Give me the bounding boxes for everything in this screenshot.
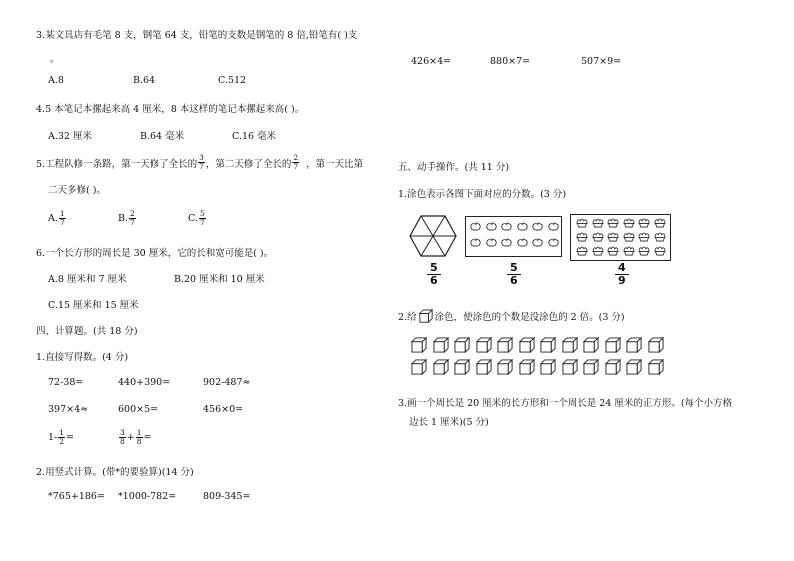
cube-icon[interactable] — [411, 359, 427, 375]
denominator: 8 — [136, 437, 142, 446]
section-4-heading: 四、计算题。(共 18 分) — [36, 326, 138, 337]
option-label: B. — [118, 213, 129, 224]
vertical-calc-item: 880×7= — [490, 56, 531, 67]
calc-item: 440+390= — [118, 377, 171, 388]
fraction — [119, 429, 126, 446]
question-5-part1: 5.工程队修一条路，第一天修了全长的 — [36, 158, 198, 170]
question-5-option-a — [48, 210, 67, 227]
cake-icon[interactable] — [607, 232, 619, 242]
numerator: 3 — [199, 153, 204, 162]
calc-text: 1- — [48, 432, 58, 443]
calc-item: 397×4≈ — [48, 404, 89, 415]
fraction — [198, 154, 205, 171]
apple-icon[interactable] — [532, 238, 543, 247]
calc-item: 72-38= — [48, 377, 84, 388]
numerator: 5 — [199, 209, 205, 218]
denominator: 7 — [293, 162, 299, 171]
numerator: 1 — [59, 428, 65, 437]
denominator: 7 — [199, 162, 204, 171]
cube-icon[interactable] — [454, 337, 470, 353]
calc-item: 600×5= — [118, 404, 159, 415]
denominator: 8 — [120, 437, 125, 446]
numerator: 1 — [59, 209, 65, 218]
fraction — [58, 429, 65, 446]
fraction — [129, 210, 136, 227]
question-3-continuation: 。 — [50, 54, 60, 65]
section-5-question-1: 1.涂色表示各图下面对应的分数。(3 分) — [398, 189, 567, 200]
cube-icon[interactable] — [562, 337, 578, 353]
cake-icon[interactable] — [654, 232, 666, 242]
section-5-question-2 — [398, 309, 625, 323]
cube-icon[interactable] — [454, 359, 470, 375]
calc-item-fraction-1 — [48, 429, 74, 446]
question-6-option-a: A.8 厘米和 7 厘米 — [48, 274, 127, 285]
apple-icon[interactable] — [486, 238, 497, 247]
question-3-text: 3.某文具店有毛笔 8 支，钢笔 64 支，铅笔的支数是钢笔的 8 倍,铅笔有( )支 — [36, 30, 358, 41]
cube-icon — [419, 309, 433, 323]
cube-icon[interactable] — [519, 359, 535, 375]
apple-icon[interactable] — [470, 238, 481, 247]
apple-icon[interactable] — [548, 238, 559, 247]
option-label: A. — [48, 213, 58, 224]
cube-icon[interactable] — [497, 359, 513, 375]
denominator: 9 — [618, 274, 626, 287]
denominator: 7 — [59, 218, 65, 227]
fraction — [292, 154, 299, 171]
figure-fraction-1 — [427, 262, 441, 287]
cake-icon[interactable] — [638, 218, 650, 228]
cube-icon[interactable] — [648, 337, 664, 353]
cube-icon[interactable] — [605, 337, 621, 353]
calc-text: = — [66, 432, 75, 443]
option-label: C. — [188, 213, 198, 224]
numerator: 5 — [507, 262, 521, 275]
cake-icon[interactable] — [576, 232, 588, 242]
cake-icon[interactable] — [623, 232, 635, 242]
vertical-calc-item: 426×4= — [411, 56, 452, 67]
denominator: 2 — [59, 437, 65, 446]
numerator: 3 — [120, 428, 125, 437]
figure-fraction-2 — [507, 262, 521, 287]
cube-icon[interactable] — [583, 337, 599, 353]
question-4-option-b: B.64 毫米 — [140, 131, 185, 142]
cake-icon[interactable] — [607, 218, 619, 228]
question-4-option-a: A.32 厘米 — [48, 131, 92, 142]
cake-icon[interactable] — [623, 218, 635, 228]
calc-item-fraction-2 — [118, 429, 152, 446]
question-4-text: 4.5 本笔记本摞起来高 4 厘米，8 本这样的笔记本摞起来高( )。 — [36, 104, 305, 115]
cake-icon[interactable] — [576, 218, 588, 228]
question-5-line2: 二天多修( )。 — [48, 185, 106, 196]
apple-icon[interactable] — [517, 238, 528, 247]
question-3-option-c: C.512 — [218, 75, 247, 86]
fraction — [59, 210, 66, 227]
denominator: 7 — [199, 218, 205, 227]
cube-icon[interactable] — [583, 359, 599, 375]
cube-icon[interactable] — [540, 359, 556, 375]
question-text: 2.给 — [398, 312, 417, 323]
section-5-question-3-line1: 3.画一个周长是 20 厘米的长方形和一个周长是 24 厘米的正方形。(每个小方格 — [398, 398, 733, 409]
calc-text: + — [126, 432, 135, 443]
apple-icon[interactable] — [501, 222, 512, 231]
question-5-option-b — [118, 210, 137, 227]
apple-icon[interactable] — [501, 238, 512, 247]
question-3-option-a: A.8 — [48, 75, 64, 86]
cake-icon[interactable] — [638, 246, 650, 256]
apple-icon[interactable] — [486, 222, 497, 231]
section-5-question-3-line2: 边长 1 厘米)(5 分) — [409, 417, 489, 428]
question-6-option-c: C.15 厘米和 15 厘米 — [48, 300, 139, 311]
section-4-question-1: 1.直接写得数。(4 分) — [36, 352, 129, 363]
cake-icon[interactable] — [592, 232, 604, 242]
cube-icon[interactable] — [648, 359, 664, 375]
question-5-option-c — [188, 210, 207, 227]
cube-icon[interactable] — [626, 337, 642, 353]
question-5-part2: ，第二天修了全长的 — [205, 158, 292, 170]
question-5-text — [36, 154, 363, 171]
question-text: 涂色，使涂色的个数是没涂色的 2 倍。(3 分) — [434, 312, 625, 323]
numerator: 1 — [136, 428, 142, 437]
vertical-calc-item: *765+186= — [48, 491, 105, 502]
cake-icon[interactable] — [592, 246, 604, 256]
vertical-calc-item: 507×9= — [581, 56, 622, 67]
question-6-option-b: B.20 厘米和 10 厘米 — [174, 274, 265, 285]
numerator: 5 — [427, 262, 441, 275]
hexagon-figure[interactable] — [409, 215, 457, 257]
calc-item: 902-487≈ — [203, 377, 251, 388]
cube-icon[interactable] — [562, 359, 578, 375]
section-5-heading: 五、动手操作。(共 11 分) — [398, 162, 510, 173]
cube-icon[interactable] — [497, 337, 513, 353]
vertical-calc-item: 809-345= — [203, 491, 251, 502]
cake-icon[interactable] — [623, 246, 635, 256]
fraction — [136, 429, 143, 446]
cube-icon[interactable] — [411, 337, 427, 353]
cube-icon[interactable] — [476, 359, 492, 375]
cube-icon[interactable] — [433, 359, 449, 375]
figure-fraction-3 — [615, 262, 629, 287]
cube-icon[interactable] — [476, 337, 492, 353]
cube-icon[interactable] — [605, 359, 621, 375]
question-3-option-b: B.64 — [133, 75, 156, 86]
question-5-part3: ，第一天比第 — [306, 158, 364, 170]
section-4-question-2: 2.用竖式计算。(带*的要验算)(14 分) — [36, 467, 194, 478]
cake-icon[interactable] — [638, 232, 650, 242]
cake-icon[interactable] — [654, 218, 666, 228]
numerator: 2 — [130, 209, 135, 218]
denominator: 7 — [130, 218, 135, 227]
apple-icon[interactable] — [548, 222, 559, 231]
question-6-text: 6.一个长方形的周长是 30 厘米，它的长和宽可能是( )。 — [36, 248, 274, 259]
calc-item: 456×0= — [203, 404, 244, 415]
cube-icon[interactable] — [519, 337, 535, 353]
vertical-calc-item: *1000-782= — [118, 491, 177, 502]
cube-icon[interactable] — [540, 337, 556, 353]
fraction — [199, 210, 206, 227]
cake-icon[interactable] — [654, 246, 666, 256]
cube-icon[interactable] — [433, 337, 449, 353]
apple-icon[interactable] — [517, 222, 528, 231]
cake-icon[interactable] — [576, 246, 588, 256]
cake-icon[interactable] — [607, 246, 619, 256]
cube-icon[interactable] — [626, 359, 642, 375]
cake-icon[interactable] — [592, 218, 604, 228]
denominator: 6 — [430, 274, 438, 287]
calc-text: = — [143, 432, 152, 443]
apple-icon[interactable] — [532, 222, 543, 231]
apple-icon[interactable] — [470, 222, 481, 231]
question-4-option-c: C.16 毫米 — [232, 131, 277, 142]
numerator: 2 — [293, 153, 299, 162]
numerator: 4 — [615, 262, 629, 275]
denominator: 6 — [510, 274, 518, 287]
